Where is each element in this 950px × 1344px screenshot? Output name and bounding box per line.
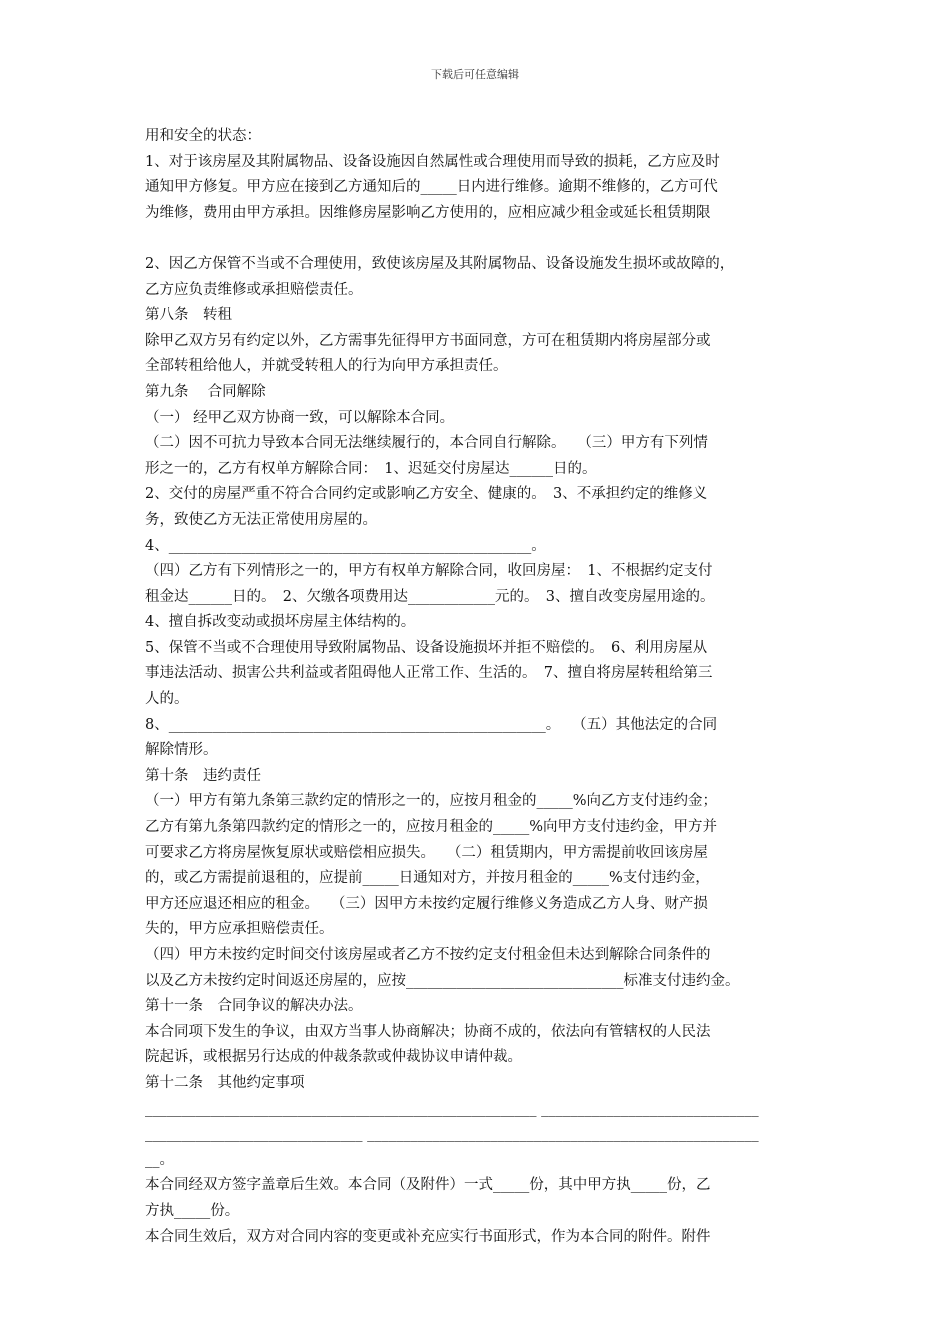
paragraph-line xyxy=(145,226,810,252)
paragraph-line: （四）甲方未按约定时间交付该房屋或者乙方不按约定支付租金但未达到解除合同条件的 xyxy=(145,947,711,963)
paragraph-line: 2、交付的房屋严重不符合合同约定或影响乙方安全、健康的。 3、不承担约定的维修义 xyxy=(145,486,708,503)
paragraph-line: （四）乙方有下列情形之一的，甲方有权单方解除合同，收回房屋： 1、不根据约定支付 xyxy=(145,563,713,580)
paragraph-line: 为维修，费用由甲方承担。因维修房屋影响乙方使用的，应相应减少租金或延长租赁期限 xyxy=(145,204,711,221)
paragraph-line: 通知甲方修复。甲方应在接到乙方通知后的_____日内进行维修。逾期不维修的，乙方可代 xyxy=(145,179,718,196)
page-header: 下载后可任意编辑 xyxy=(431,68,519,81)
paragraph-line: 第十条 违约责任 xyxy=(145,767,261,784)
paragraph-line: 本合同项下发生的争议，由双方当事人协商解决；协商不成的，依法向有管辖权的人民法 xyxy=(145,1023,711,1040)
paragraph-line: 5、保管不当或不合理使用导致附属物品、设备设施损坏并拒不赔偿的。 6、利用房屋从 xyxy=(145,639,708,656)
document-body xyxy=(145,124,810,1250)
paragraph-line: 可要求乙方将房屋恢复原状或赔偿相应损失。 （二）租赁期内，甲方需提前收回该房屋 xyxy=(145,844,708,861)
paragraph-line: 全部转租给他人，并就受转租人的行为向甲方承担责任。 xyxy=(145,358,508,375)
paragraph-line: （二）因不可抗力导致本合同无法继续履行的，本合同自行解除。 （三）甲方有下列情 xyxy=(145,435,708,452)
paragraph-line: 用和安全的状态： xyxy=(145,128,261,144)
paragraph-line: 8、____________________________________________________。 （五）其他法定的合同 xyxy=(145,716,718,733)
paragraph-line: 4、__________________________________________________。 xyxy=(145,537,546,554)
paragraph-line: 方执_____份。 xyxy=(145,1202,240,1219)
paragraph-line: 以及乙方未按约定时间返还房屋的，应按______________________________标准支付违约金。 xyxy=(145,972,740,989)
paragraph-line: 乙方有第九条第四款约定的情形之一的，应按月租金的_____%向甲方支付违约金，甲方并 xyxy=(145,819,718,836)
paragraph-line: 人的。 xyxy=(145,691,189,708)
paragraph-line: 第八条 转租 xyxy=(145,307,232,324)
paragraph-line: （一）甲方有第九条第三款约定的情形之一的，应按月租金的_____%向乙方支付违约金； xyxy=(145,793,718,810)
paragraph-line: 形之一的，乙方有权单方解除合同： 1、迟延交付房屋达______日的。 xyxy=(145,460,597,477)
paragraph-line: 租金达______日的。 2、欠缴各项费用达____________元的。 3、擅自改变房屋用途的。 xyxy=(145,588,715,605)
paragraph-line: 的，或乙方需提前退租的，应提前_____日通知对方，并按月租金的_____%支付违约金， xyxy=(145,870,710,887)
paragraph-line: 2、因乙方保管不当或不合理使用，致使该房屋及其附属物品、设备设施发生损坏或故障的， xyxy=(145,255,735,272)
paragraph-line: 乙方应负责维修或承担赔偿责任。 xyxy=(145,281,363,298)
paragraph-line: __。 xyxy=(145,1151,174,1168)
paragraph-line: 第九条 合同解除 xyxy=(145,383,266,400)
paragraph-line: 院起诉，或根据另行达成的仲裁条款或仲裁协议申请仲裁。 xyxy=(145,1049,522,1066)
paragraph-line: 事违法活动、损害公共利益或者阻碍他人正常工作、生活的。 7、擅自将房屋转租给第三 xyxy=(145,665,713,682)
paragraph-line: 第十二条 其他约定事项 xyxy=(145,1074,305,1091)
paragraph-line: 甲方还应退还相应的租金。 （三）因甲方未按约定履行维修义务造成乙方人身、财产损 xyxy=(145,895,708,912)
paragraph-line: 失的，甲方应承担赔偿责任。 xyxy=(145,921,334,938)
paragraph-line: 除甲乙双方另有约定以外，乙方需事先征得甲方书面同意，方可在租赁期内将房屋部分或 xyxy=(145,332,711,349)
paragraph-line: 第十一条 合同争议的解决办法。 xyxy=(145,998,363,1015)
paragraph-line: 本合同生效后，双方对合同内容的变更或补充应实行书面形式，作为本合同的附件。附件 xyxy=(145,1228,711,1245)
paragraph-line: 务，致使乙方无法正常使用房屋的。 xyxy=(145,511,377,528)
paragraph-line: 本合同经双方签字盖章后生效。本合同（及附件）一式_____份，其中甲方执_____份，乙 xyxy=(145,1177,711,1194)
paragraph-line: 4、擅自拆改变动或损坏房屋主体结构的。 xyxy=(145,614,416,631)
paragraph-line: 解除情形。 xyxy=(145,742,218,759)
paragraph-line: ______________________________________________________ ______________________________ xyxy=(145,1100,759,1117)
paragraph-line: ______________________________ ______________________________________________________ xyxy=(145,1126,759,1143)
paragraph-line: 1、对于该房屋及其附属物品、设备设施因自然属性或合理使用而导致的损耗，乙方应及时 xyxy=(145,153,720,170)
paragraph-line: （一） 经甲乙双方协商一致，可以解除本合同。 xyxy=(145,409,455,426)
